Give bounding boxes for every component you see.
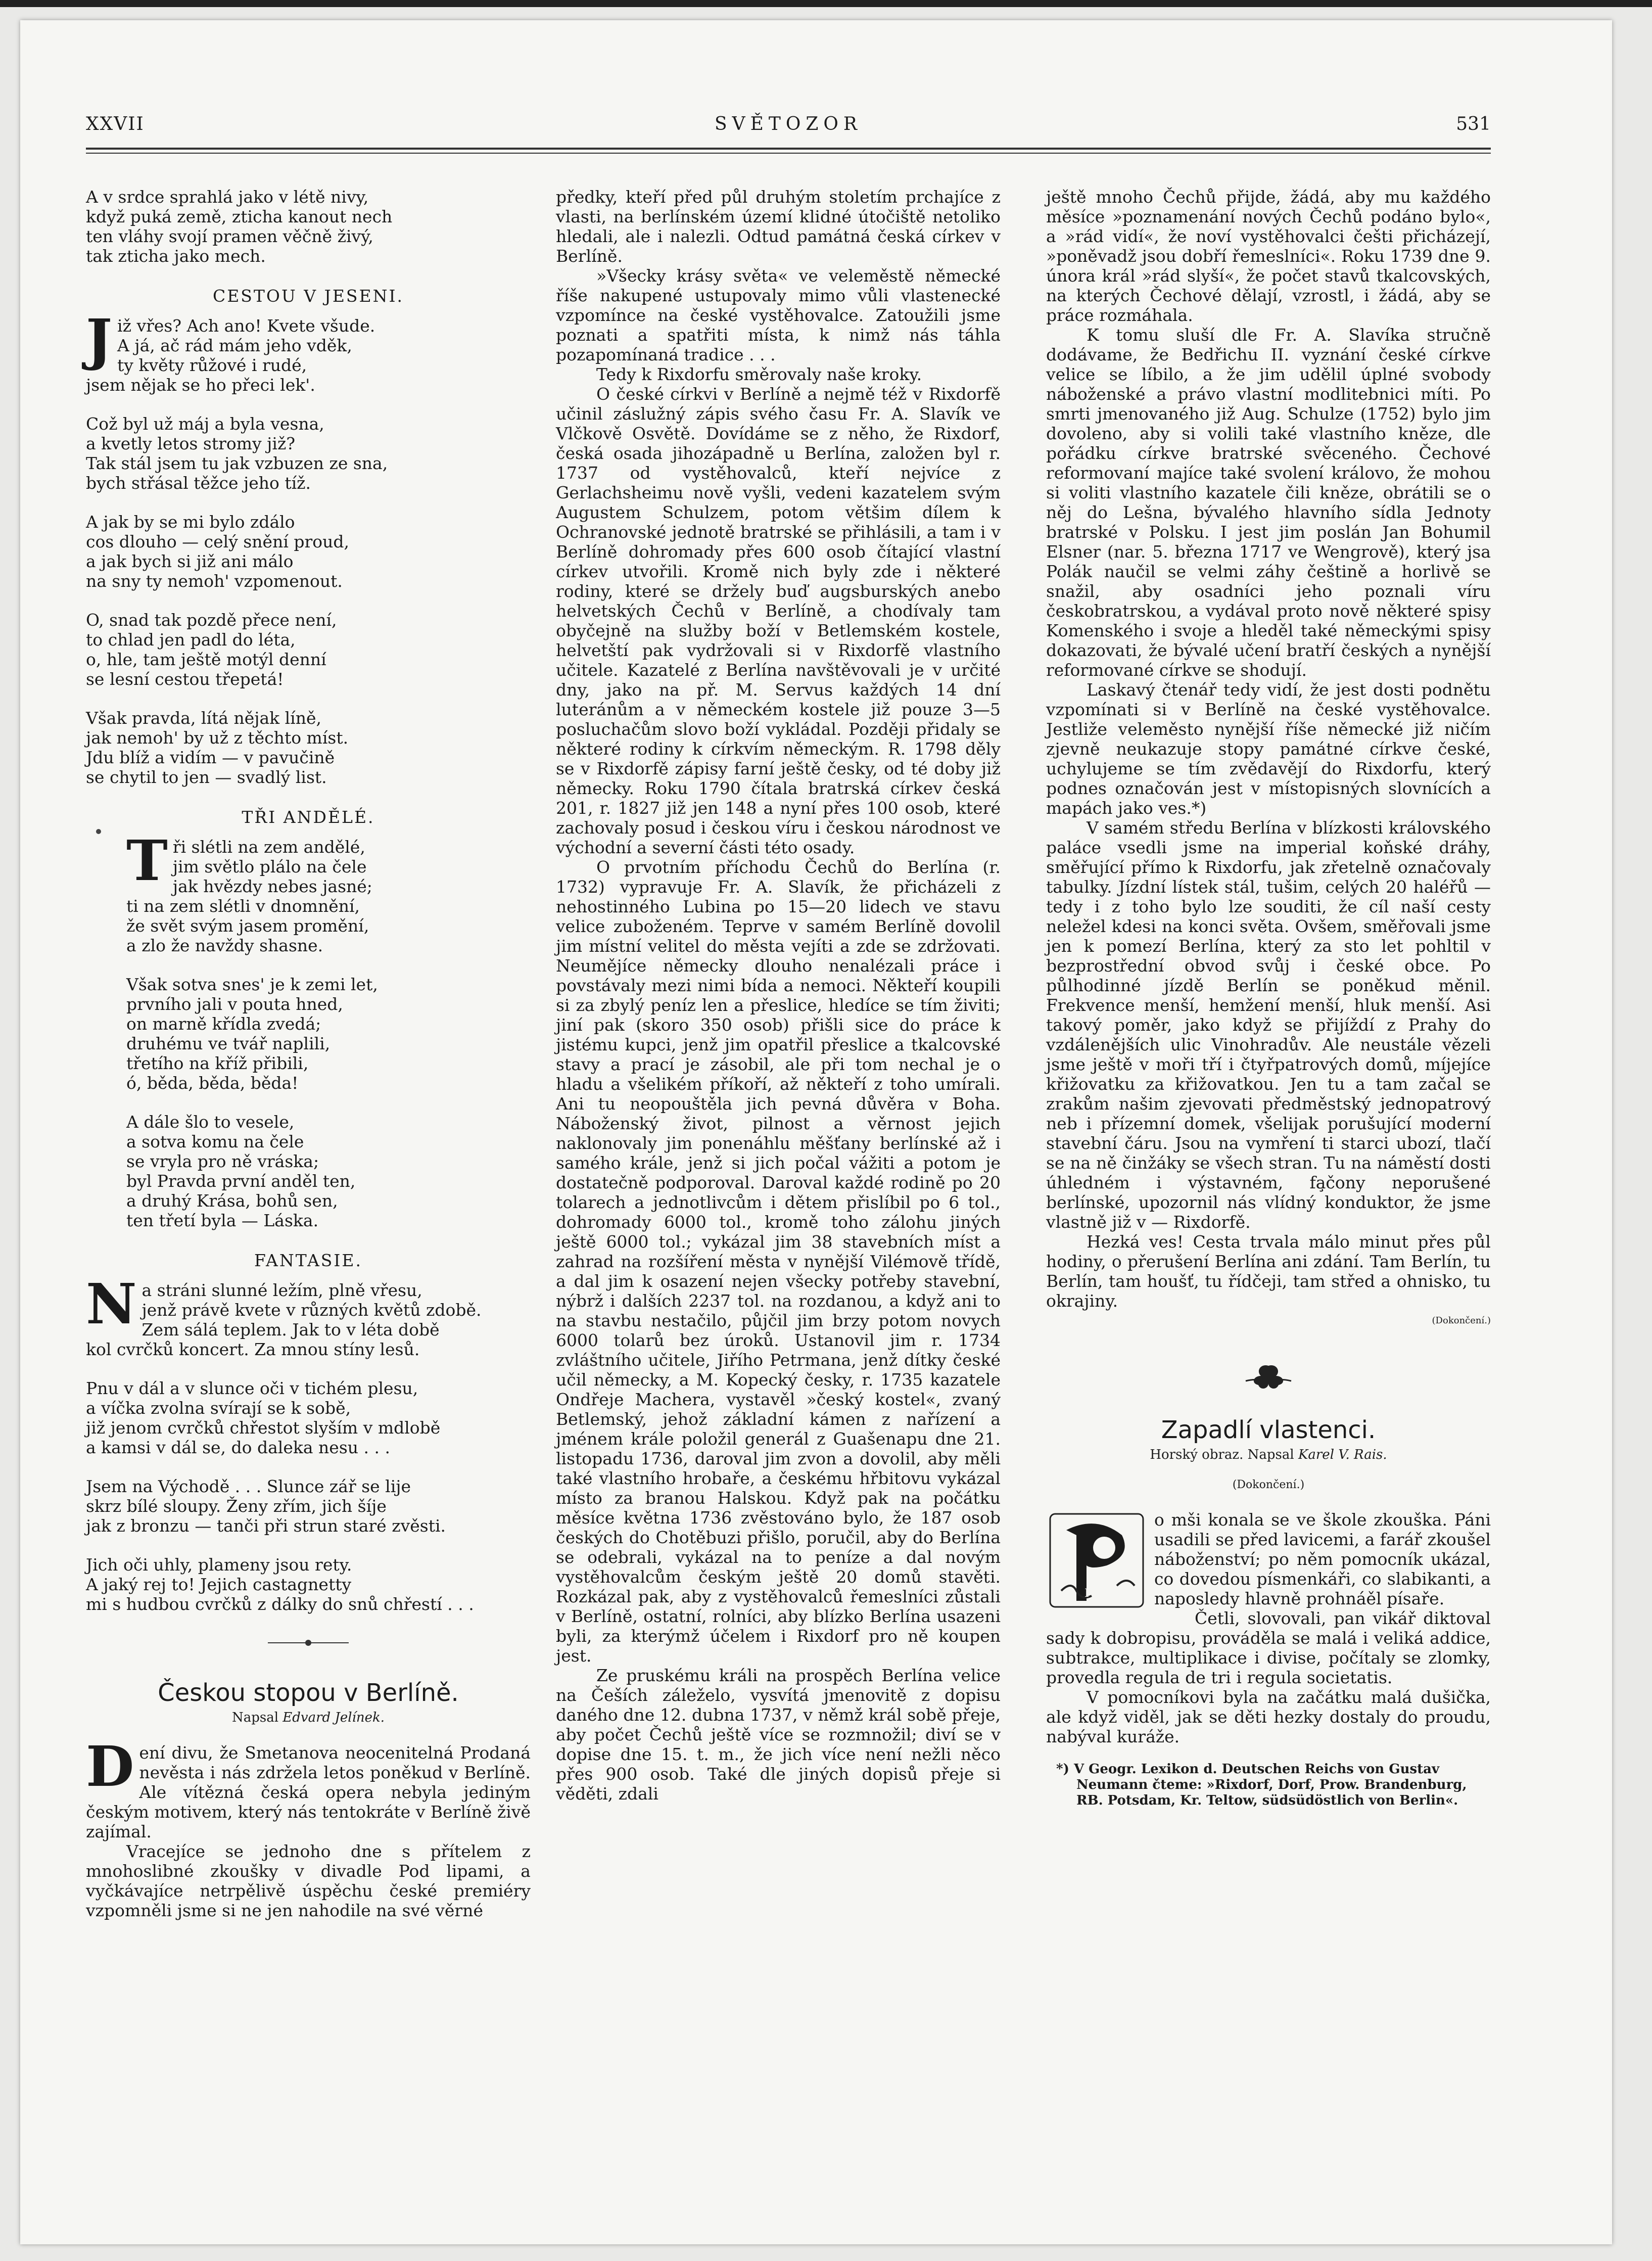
section-separator [86, 1633, 531, 1653]
poem-stanza: ři slétli na zem andělé, jim světlo plálo na čele jak hvězdy nebes jasné; ti na zem slétli v dnomnění, že svět svým jasem promění, a zlo že navždy shasne. [126, 837, 372, 955]
poem-stanza: O, snad tak pozdě přece není, to chlad jen padl do léta, o, hle, tam ještě motýl denní se lesní cestou třepetá! [86, 610, 337, 689]
article-paragraph: Hezká ves! Cesta trvala málo minut přes půl hodiny, o přerušení Berlína ani zdání. Tam Berlín, tu Berlín, tam houšť, tu řídčeji, tam střed a ohnisko, tu okrajiny. [1046, 1232, 1491, 1311]
poem-stanza: a stráni slunné ležím, plně vřesu, jenž právě kvete v různých květů zdobě. Zem sálá teplem. Jak to v léta době kol cvrčků koncert. Za mnou stíny lesů. [86, 1280, 482, 1359]
poem-stanza: Což byl už máj a byla vesna, a kvetly letos stromy již? Tak stál jsem tu jak vzbuzen ze sna, bych střásal těžce jeho tíž. [86, 414, 388, 493]
byline-prefix: Napsal [231, 1710, 279, 1725]
poem-stanza: iž vřes? Ach ano! Kvete všude. A já, ač rád mám jeho vděk, ty květy růžové i rudé, jsem nějak se ho přeci lek'. [86, 316, 375, 395]
poem-stanza: Jsem na Východě . . . Slunce zář se lije skrz bílé sloupy. Ženy zřím, jich šíje jak z bronzu — tanči při strun staré zvěsti. [86, 1476, 446, 1536]
poem-title-cestou-v-jeseni: CESTOU V JESENI. [212, 286, 404, 306]
article-paragraph: Vracejíce se jednoho dne s přítelem z mnohoslibné zkoušky v divadle Pod lipami, a vyčkávajíce netrpělivě úspěchu české premiéry vzpomněli jsme si ne jen nahodile na své věrné [86, 1841, 531, 1920]
poem-cestou-v-jeseni [86, 307, 531, 787]
ornamental-initial-p-icon [1046, 1510, 1147, 1611]
flower-ornament-icon [1241, 1361, 1296, 1396]
byline-author: Edvard Jelínek. [282, 1710, 385, 1725]
column-3 [1046, 187, 1491, 1809]
page-top-edge [0, 0, 1652, 7]
poem-tri-andele [86, 828, 531, 1230]
article-paragraph: »Všecky krásy světa« ve veleměstě německé říše nakupené ustupovaly mimo vůli vlastenecké vzpomínce na české vystěhovalce. Zatoužili jsme poznati a spatřiti místa, k nimž nás táhla pozapomínaná tradice . . . [556, 266, 1001, 364]
article-paragraph: ení divu, že Smetanova neocenitelná Prodaná nevěsta i nás zdržela letos poněkud v Berlíně. Ale vítězná česká opera nebyla jediným českým motivem, který nás tentokráte v Berlíně živě zajímal. [86, 1743, 531, 1841]
header-rule-thick [86, 148, 1491, 150]
poem-dropcap: T [126, 828, 168, 893]
article-paragraph: O české církvi v Berlíně a nejmě též v Rixdorfě učinil záslužný zápis svého času Fr. A. Slavík ve Vlčkově Osvětě. Dovídáme se z něho, že Rixdorf, česká osada jihozápadně u Berlína, založen byl r. 1737 od vystěhovalců, kteří nejvíce z Gerlachsheimu nově vyšli, vedeni kazatelem svým Augustem Schulzem, potom většim dílem k Ochranovské jednotě bratrské se přihlásili, a tam i v Berlíně dohromady přes 600 osob čítající vlastní církev utvořili. Kromě nich byly zde i některé rodiny, které se držely buď augsburských anebo helvetských Čechů v Berlíně, a chodívaly tam obyčejně na služby boží v Betlemském kostele, helvetští pak vydržovali si v Rixdorfě vlastního učitele. Kazatelé z Berlína navštěvovali je v určité dny, jako na př. M. Servus každých 14 dní luteránům a v německém kostele již pouze 3—5 posluchačům slovo boží vykládal. Později přidaly se některé rodiny k církvím německým. R. 1798 děly se v Rixdorfě zápisy farní ještě česky, od té doby již německy. Roku 1790 čítala bratrská církev česká 201, r. 1827 již jen 148 a nyní přes 100 osob, které zachovaly posud i českou víru i českou národnost ve východní a severní části této osady. [556, 384, 1001, 857]
story-paragraph: Četli, slovovali, pan vikář diktoval sady k dobropisu, prováděla se malá i veliká addice, subtrakce, multiplikace i divise, počítaly se zlomky, provedla regula de tri i regula societatis. [1046, 1608, 1491, 1687]
article-paragraph: Ze pruskému králi na prospěch Berlína velice na Češích záleželo, vysvítá jmenovitě z dopisu daného dne 12. dubna 1737, v němž král sobě přeje, aby počet Čechů ještě více se rozmnožil; diví se v dopise dne 15. t. m., že jich více není nežli něco přes 900 osob. Také dle jiných dopisů přeje si věděti, zdali [556, 1666, 1001, 1804]
article-paragraph: ještě mnoho Čechů přijde, žádá, aby mu každého měsíce »poznamenání nových Čechů podáno bylo«, a »rád vidí«, že noví vystěhovalci češti přicházejí, »poněvadž jsou dobří řemeslníci«. Roku 1739 dne 9. února král »rád slyší«, že počet stavů tkalcovských, na kterých Čechové dělají, vzrostl, i žádá, aby se práce rozmáhala. [1046, 187, 1491, 325]
continuation-note: (Dokončení.) [1432, 1315, 1491, 1326]
story-title: Zapadlí vlastenci. [1161, 1416, 1376, 1444]
article-body [86, 1734, 531, 1920]
story-paragraph: o mši konala se ve škole zkouška. Páni usadili se před lavicemi, a farář zkoušel náboženství; po něm pomocník ukázal, co dovedou písmenkáři, co slabikanti, a naposledy hlavně prohnáěl písaře. [1154, 1510, 1491, 1608]
poem-stanza: Však pravda, lítá nějak líně, jak nemoh' by už z těchto míst. Jdu blíž a vidím — v pavučině se chytil to jen — svadlý list. [86, 708, 349, 787]
story-body [1046, 1510, 1491, 1746]
journal-title: SVĚTOZOR [714, 114, 863, 134]
article-dropcap: D [86, 1734, 134, 1799]
byline-author: Karel V. Rais. [1298, 1447, 1387, 1462]
page-number: 531 [1456, 114, 1491, 134]
article-byline [86, 1708, 531, 1728]
poem-stanza: A dále šlo to vesele, a sotva komu na čele se vryla pro ně vráska; byl Pravda první anděl ten, a druhý Krása, bohů sen, ten třetí byla — Láska. [126, 1112, 356, 1230]
article-paragraph: V samém středu Berlína v blízkosti královského paláce vsedli jsme na imperial koňské dráhy, směřující přímo k Rixdorfu, jak zřetelně označovaly tabulky. Jízdní lístek stál, tušim, celých 20 haléřů — tedy i z toho bylo lze souditi, že cíl naší cesty neležel kdesi na konci světa. Ovšem, směřovali jsme jen k pomezí Berlína, který za sto let pohltil v bezprostřední obvod svůj i české obce. Po půlhodinné jízdě Berlín se poněkud měnil. Frekvence menší, hemžení menší, hluk menší. Asi takový poměr, jako když se přijíždí z Prahy do vzdálenějších ulic Vinohradův. Ale neustále vězeli jsme ještě v moři tří i čtyřpatrových domů, míjejíce křižovatku za křižovatkou. Jen tu a tam začal se zrakům našim zjevovati předměstský jednopatrový neb i přízemní domek, všelijak porušující moderní stavební čáru. Jsou na vymření ti starci ubozí, tlačí se na ně činžáky se všech stran. Tu na náměstí dosti úhledném i výstavném, fa̧čony neporušené berlínské, upozornil nás vlídný konduktor, že jsme vlastně již v — Rixdorfě. [1046, 818, 1491, 1232]
story-continuation: (Dokončení.) [1232, 1479, 1305, 1491]
poem-dropcap: J [86, 307, 113, 372]
poem-fantasie [86, 1271, 531, 1614]
ornamental-initial [1046, 1510, 1147, 1611]
initial-letter: P [1084, 1587, 1092, 1600]
article-paragraph: Tedy k Rixdorfu směrovaly naše kroky. [596, 364, 922, 384]
footnote: *) V Geogr. Lexikon d. Deutschen Reichs von Gustav Neumann čteme: »Rixdorf, Dorf, Prow. Brandenburg, RB. Potsdam, Kr. Teltow, südsüdöstlich von Berlin«. [1056, 1762, 1467, 1808]
article-paragraph: Laskavý čtenář tedy vidí, že jest dosti podnětu vzpomínati si v Berlíně na české vystěhovalce. Jestliže veleměsto nynější říše německé již ničím zjevně neukazuje stopy památné církve české, uchylujeme se tím zvědavějí do Rixdorfu, který podnes označován jest v místopisných slovnících a mapách jako ves.*) [1046, 680, 1491, 818]
volume-number: XXVII [86, 114, 145, 134]
article-paragraph: K tomu sluší dle Fr. A. Slavíka stručně dodávame, že Bedřichu II. vyznání české církve velice se líbilo, a že jim udělil úplné svobody náboženské a právo vlastní modlitebnici míti. Po smrti jmenovaného již Aug. Schulze (1752) bylo jim dovoleno, aby si volili také vlastního kněze, dle pořádku církve bratrské svěceného. Čechové reformovaní majíce také svolení královo, že mohou si voliti vlastního kazatele čili kněze, obrátili se o něj do Lešna, bývalého hlavního sídla Jednoty bratrské v Polsku. I jest jim poslán Jan Bohumil Elsner (nar. 5. března 1717 ve Wengrově), který jsa Polák naučil se velmi záhy češtině a horlivě se snažil, aby osadníci jeho poznali víru českobratrskou, a vydával proto nově některé spisy Komenského i svoje a hleděl také německými spisy dokazovati, že bývalé učení bratří českých a nynější reformované církve se shodují. [1046, 325, 1491, 680]
column-1 [86, 187, 531, 1920]
article-title: Českou stopou v Berlíně. [158, 1679, 459, 1707]
poem-stanza: Jich oči uhly, plameny jsou rety. A jaký rej to! Jejich castagnetty mi s hudbou cvrčků z dálky do snů chřestí . . . [86, 1555, 474, 1614]
byline-prefix: Horský obraz. Napsal [1150, 1447, 1294, 1462]
poem-dropcap: N [86, 1271, 137, 1336]
poem-stanza: Však sotva snes' je k zemi let, prvního jali v pouta hned, on marně křídla zvedá; druhému ve tvář naplili, třetího na kříž přibili, ó, běda, běda, běda! [126, 975, 378, 1093]
opening-verse: A v srdce sprahlá jako v létě nivy, když puká země, zticha kanout nech ten vláhy svojí pramen věčně živý, tak zticha jako mech. [86, 187, 393, 266]
article-paragraph: předky, kteří před půl druhým stoletím prchajíce z vlasti, na berlínském území klidné útočiště netoliko hledali, ale i nalezli. Odtud památná česká církev v Berlíně. [556, 187, 1001, 266]
poem-stanza: Pnu v dál a v slunce oči v tichém plesu, a víčka zvolna svírají se k sobě, již jenom cvrčků chřestot slyším v mdlobě a kamsi v dál se, do daleka nesu . . . [86, 1378, 441, 1457]
story-byline [1046, 1445, 1491, 1465]
header-rule-thin [86, 153, 1491, 154]
poem-title-tri-andele: TŘI ANDĚLÉ. [242, 807, 375, 827]
article-paragraph: O prvotním příchodu Čechů do Berlína (r. 1732) vypravuje Fr. A. Slavík, že přicházeli z nehostinného Lubina po 15—20 lidech ve stavu velice zuboženém. Teprve v samém Berlíně dovolil jim místní velitel do města vejíti a zde se zdržovati. Neumějíce německy dlouho nenalézali práce i povstávaly mezi nimi bída a nemoci. Někteří koupili si za zbylý peníz len a přeslice, hledíce se tím živiti; jiní pak (skoro 350 osob) přišli sice do práce k jistému kupci, jenž jim opatřil přeslice a tkalcovské stavy a prací je zásobil, ale při tom nechal je o hladu a všelikém příkoří, až někteří z toho umírali. Ani tu neopouštěla jich pevná důvěra v Boha. Náboženský život, pilnost a věrnost jejich naklonovaly jim ponenáhlu měšťany berlínské až i samého krále, jenž si jich počal vážiti a potom je dostatečně podporoval. Daroval každé rodině po 20 tolarech a jednotlivcům i dětem přislíbil po 6 tol., dohromady 6000 tol., kromě toho zálohu jiných ještě 6000 tol.; vykázal jim 38 stavebních míst a zahrad na rozšíření města v nynější Vilémově třídě, a dal jim k osazení nejen všecky potřeby stavební, nýbrž i dalších 2237 tol. na rozdanou, a když ani to na stavbu nestačilo, půjčil jim brzy potom novych 6000 tolarů bez úroků. Ustanovil jim r. 1734 zvláštního učitele, Jiřího Petrmana, jenž dítky české učil německy, a M. Kopecký česky, r. 1735 kazatele Ondřeje Machera, vystavěl »český kostel«, zvaný Betlemský, jehož základní kámen z nařízení a jménem krále položil generál z Guašenapu dne 21. listopadu 1736, daroval jim zvon a dovolil, aby měli také vlastního hrobaře, a českému hřbitovu vykázal místo za branou Halskou. Když pak na počátku měsíce května 1736 zvěstováno bylo, že 187 osob českých do Chotěbuzi přišlo, poručil, aby do Berlína se odebrali, vykázal na to peníze a dal novým vystěhovalcům českým ještě 20 domů stavěti. Rozkázal pak, aby z vystěhovalců řemeslníci zůstali v Berlíně, ostatní, rolníci, aby blízko Berlína usazeni byli, za kterýmž účelem i Rixdorf pro ně koupen jest. [556, 857, 1001, 1666]
story-paragraph: V pomocníkovi byla na začátku malá dušička, ale když viděl, jak se děti hezky dostaly do proudu, nabýval kuráže. [1046, 1687, 1491, 1746]
poem-stanza: A jak by se mi bylo zdálo cos dlouho — celý snění proud, a jak bych si již ani málo na sny ty nemoh' vzpomenout. [86, 512, 350, 591]
poem-title-fantasie: FANTASIE. [254, 1251, 362, 1270]
flourish-ornament [1046, 1361, 1491, 1400]
page-header [86, 114, 1491, 144]
separator-flourish-icon [268, 1638, 349, 1648]
column-2 [556, 187, 1001, 1804]
